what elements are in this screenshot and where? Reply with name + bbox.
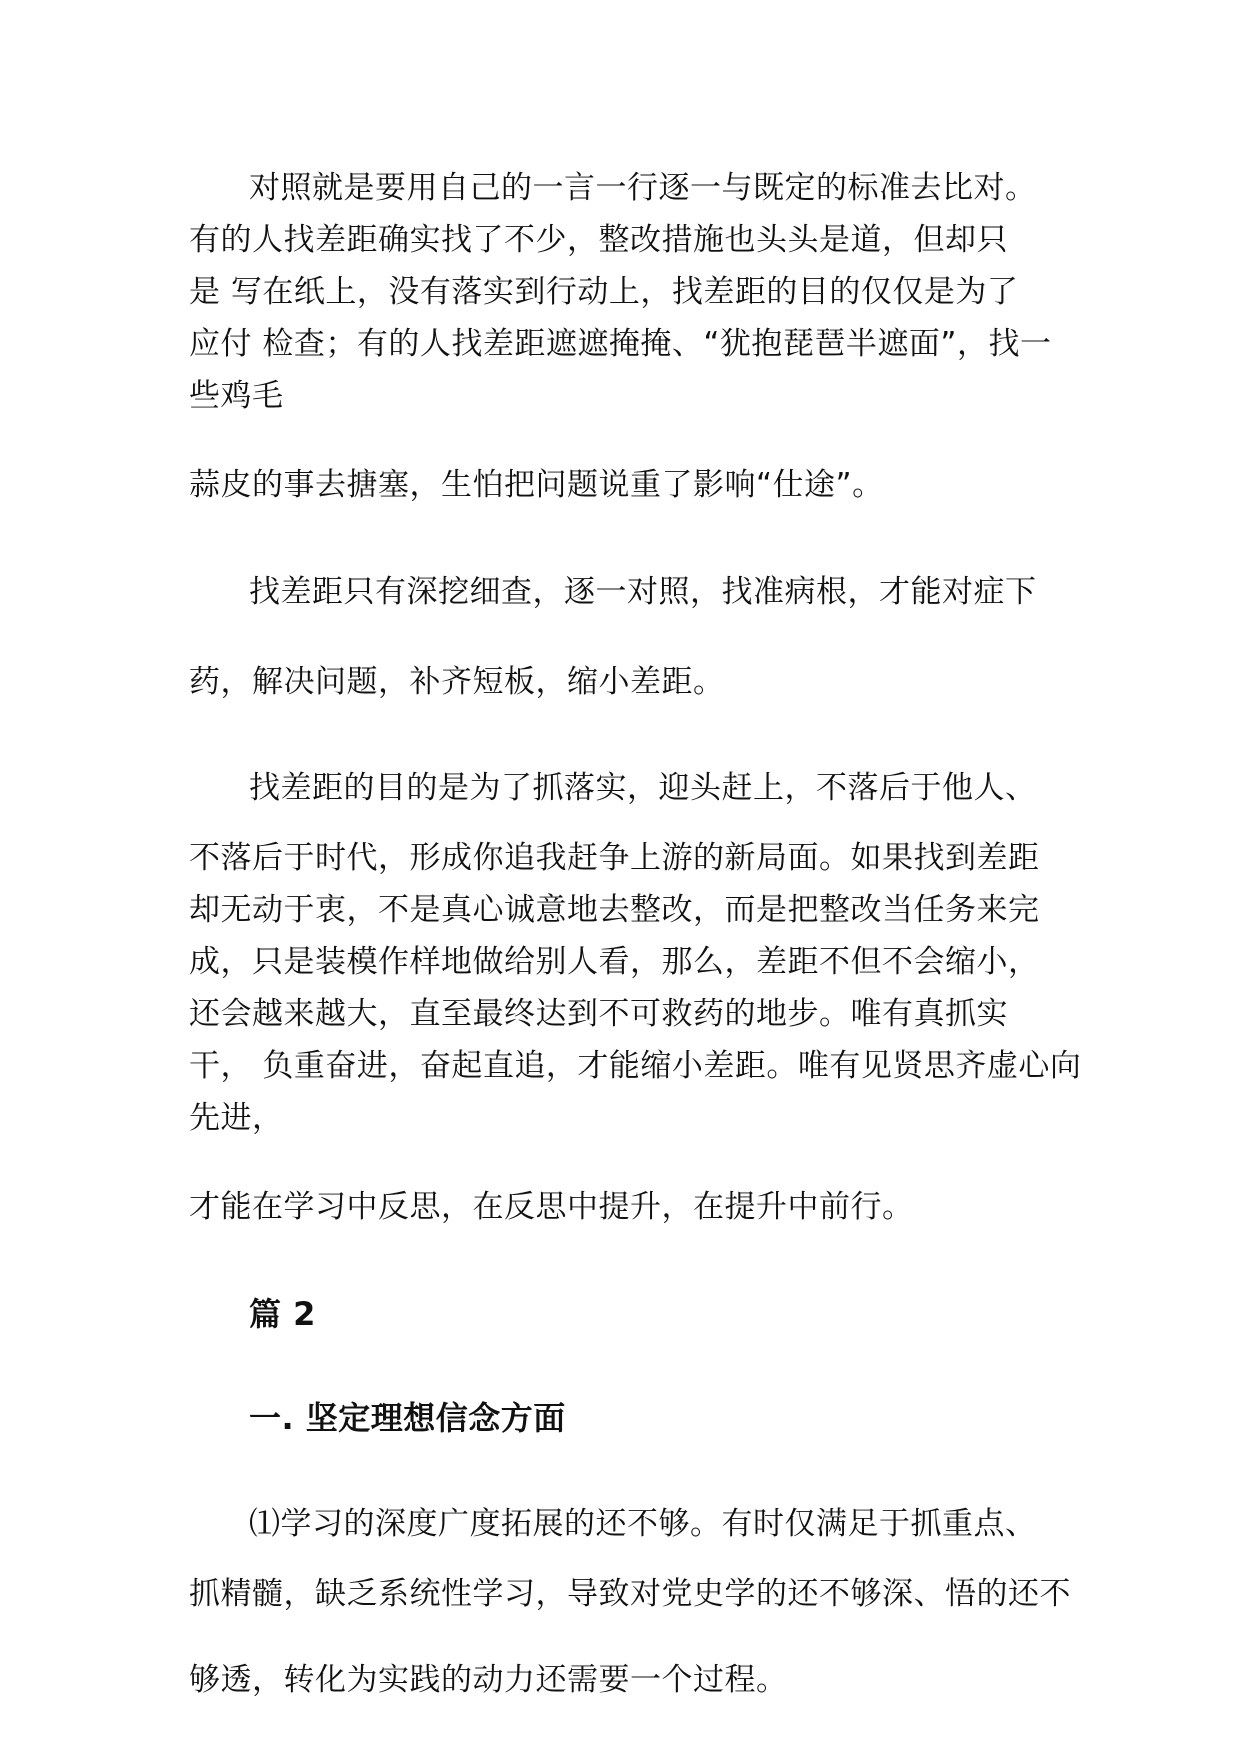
paragraph-3-line-6: 干， 负重奋进，奋起直追，才能缩小差距。唯有见贤思齐虚心向 (189, 1048, 1082, 1084)
paragraph-3-line-4: 成，只是装模作样地做给别人看，那么，差距不但不会缩小， (189, 944, 1040, 980)
paragraph-1-line-3: 是 写在纸上，没有落实到行动上，找差距的目的仅仅是为了 (189, 274, 1019, 310)
paragraph-1-line-2: 有的人找差距确实找了不少，整改措施也头头是道，但却只 (189, 222, 1008, 258)
paragraph-2-line-1: 找差距只有深挖细查，逐一对照，找准病根，才能对症下 (249, 574, 1037, 610)
paragraph-3-line-7: 先进， (189, 1100, 284, 1136)
section-title: 篇 2 (249, 1295, 316, 1333)
paragraph-1-line-1: 对照就是要用自己的一言一行逐一与既定的标准去比对。 (249, 170, 1037, 206)
paragraph-1-line-4: 应付 检查；有的人找差距遮遮掩掩、“犹抱琵琶半遮面”，找一 (189, 326, 1052, 362)
paragraph-3-line-5: 还会越来越大，直至最终达到不可救药的地步。唯有真抓实 (189, 996, 1008, 1032)
paragraph-4-line-3: 够透，转化为实践的动力还需要一个过程。 (189, 1662, 788, 1698)
subsection-title: 一. 坚定理想信念方面 (249, 1399, 566, 1437)
paragraph-3-line-2: 不落后于时代，形成你追我赶争上游的新局面。如果找到差距 (189, 840, 1040, 876)
paragraph-4-line-1: ⑴学习的深度广度拓展的还不够。有时仅满足于抓重点、 (249, 1506, 1037, 1542)
paragraph-3-line-3: 却无动于衷，不是真心诚意地去整改，而是把整改当任务来完 (189, 892, 1040, 928)
paragraph-4-line-2: 抓精髓，缺乏系统性学习，导致对党史学的还不够深、悟的还不 (189, 1576, 1071, 1612)
paragraph-2-line-2: 药，解决问题，补齐短板，缩小差距。 (189, 664, 725, 700)
paragraph-3-line-1: 找差距的目的是为了抓落实，迎头赶上，不落后于他人、 (249, 770, 1037, 806)
paragraph-3-line-8: 才能在学习中反思，在反思中提升，在提升中前行。 (189, 1189, 914, 1225)
paragraph-1-line-5: 些鸡毛 (189, 378, 284, 414)
paragraph-1-line-6: 蒜皮的事去搪塞，生怕把问题说重了影响“仕途”。 (189, 467, 884, 503)
